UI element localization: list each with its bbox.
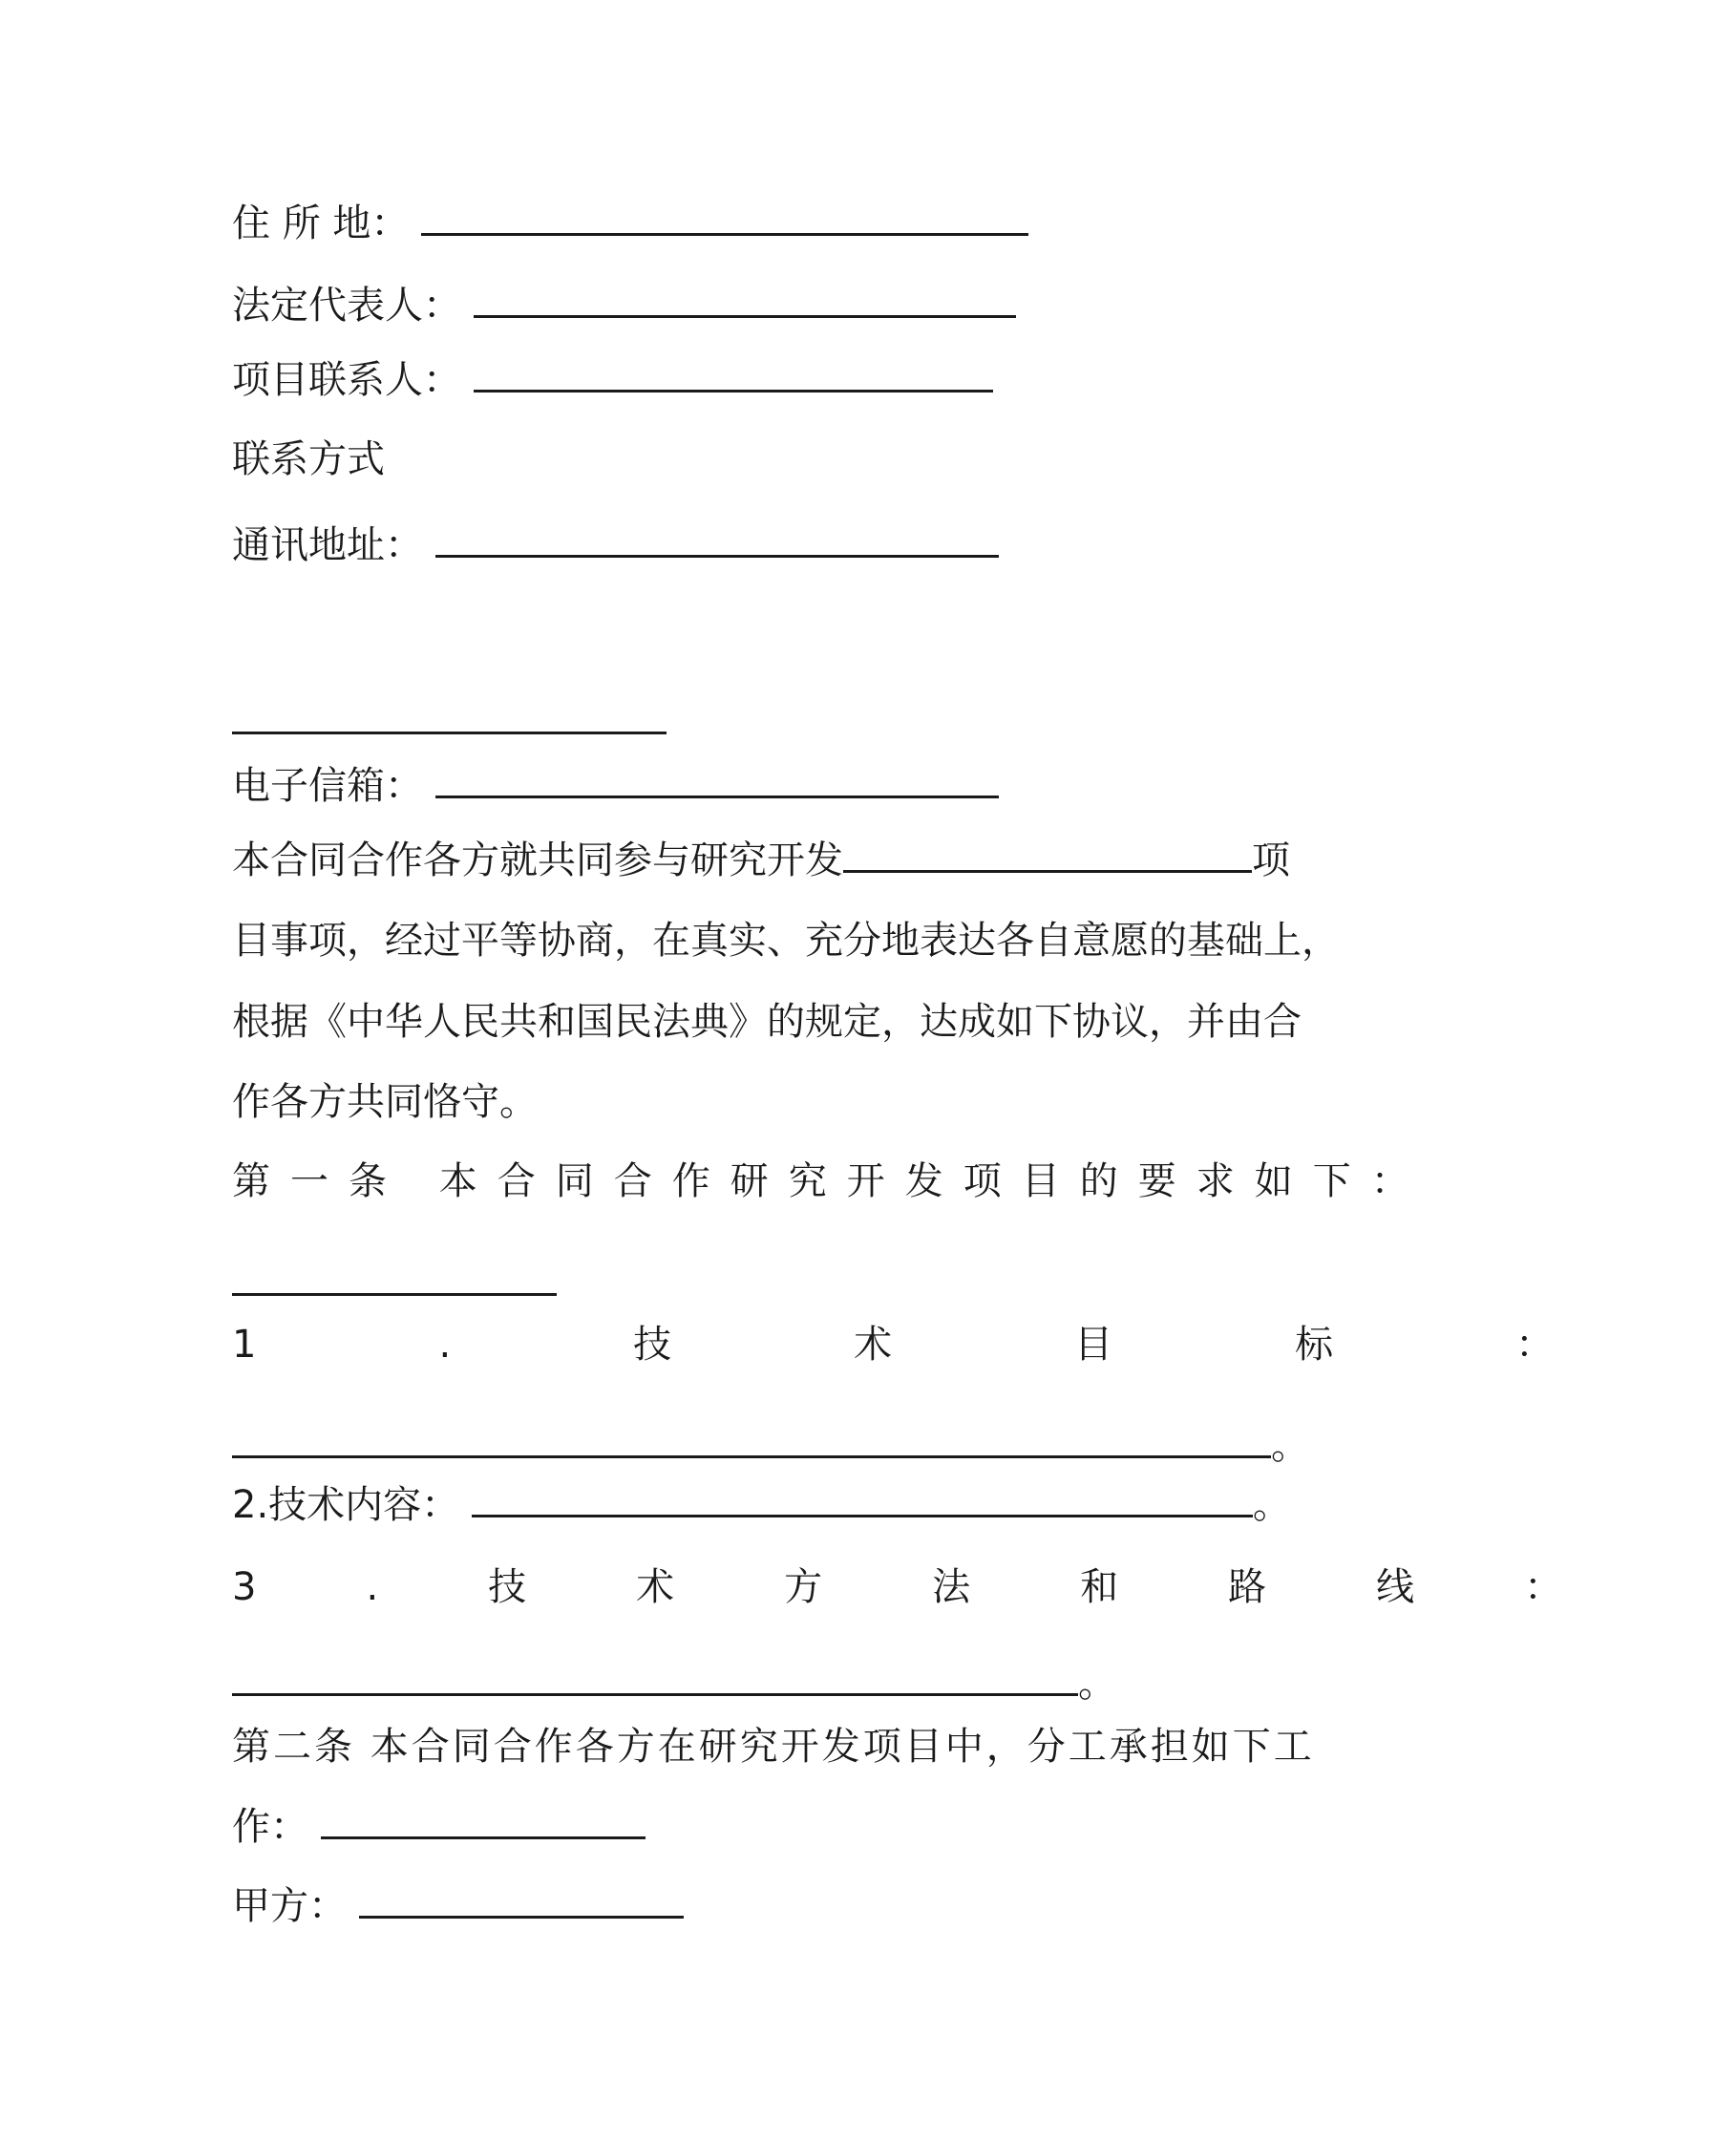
project-contact-blank[interactable] [474,361,993,393]
party-a-blank[interactable] [359,1887,684,1919]
article-2-line-2 [232,1802,1297,1852]
project-name-blank[interactable] [843,841,1252,873]
address-label: 住 所 地： [232,202,410,245]
party-a-row [232,1881,1297,1931]
legal-rep-label: 法定代表人： [232,284,461,328]
address-blank[interactable] [421,204,1028,236]
project-contact-row [232,355,1297,405]
address-row [232,199,1297,248]
fax-blank[interactable] [232,703,667,734]
item-3-period: 。 [1078,1662,1116,1706]
mail-address-label: 通讯地址： [232,523,423,567]
work-blank[interactable] [321,1808,646,1839]
item-2-row [232,1480,1297,1530]
legal-rep-blank[interactable] [474,286,1016,318]
item-3-blank[interactable] [232,1665,1078,1696]
party-a-label: 甲方： [232,1884,347,1928]
item-2-label: 2.技术内容： [232,1483,460,1527]
project-contact-label: 项目联系人： [232,358,461,402]
contact-method-title: 联系方式 [232,437,385,481]
mail-address-blank[interactable] [435,526,999,558]
item-3-blank-row [232,1659,1297,1708]
email-row [232,761,1297,811]
fax-row [232,697,1297,747]
item-1-period: 。 [1271,1424,1309,1468]
article-1-blank[interactable] [232,1264,557,1296]
article-2-line-1: 第二条 本合同合作各方在研究开发项目中，分工承担如下工 [232,1725,1315,1769]
email-label: 电子信箱： [232,764,423,808]
item-1-label: 1.技术目标： [232,1323,1736,1367]
item-2-period: 。 [1252,1483,1291,1527]
intro-line-3: 根据《中华人民共和国民法典》的规定，达成如下协议，并由合 [232,1000,1302,1044]
intro-line-1-post: 项 [1252,838,1290,882]
legal-rep-row [232,281,1297,330]
work-label: 作： [232,1805,308,1849]
email-blank[interactable] [435,767,999,798]
intro-line-1 [232,836,1297,885]
item-3-label: 3.技术方法和路线： [232,1565,1673,1609]
intro-line-2: 目事项，经过平等协商，在真实、充分地表达各自意愿的基础上， [232,919,1340,963]
item-1-blank[interactable] [232,1427,1271,1458]
article-1-blank-row [232,1259,1297,1308]
intro-line-1-pre: 本合同合作各方就共同参与研究开发 [232,838,843,882]
article-1-heading: 第一条 本合同合作研究开发项目的要求如下： [232,1159,1429,1203]
item-2-blank[interactable] [472,1486,1253,1517]
item-1-blank-row [232,1421,1309,1471]
intro-line-4: 作各方共同恪守。 [232,1080,538,1124]
mail-address-row [232,520,1297,570]
